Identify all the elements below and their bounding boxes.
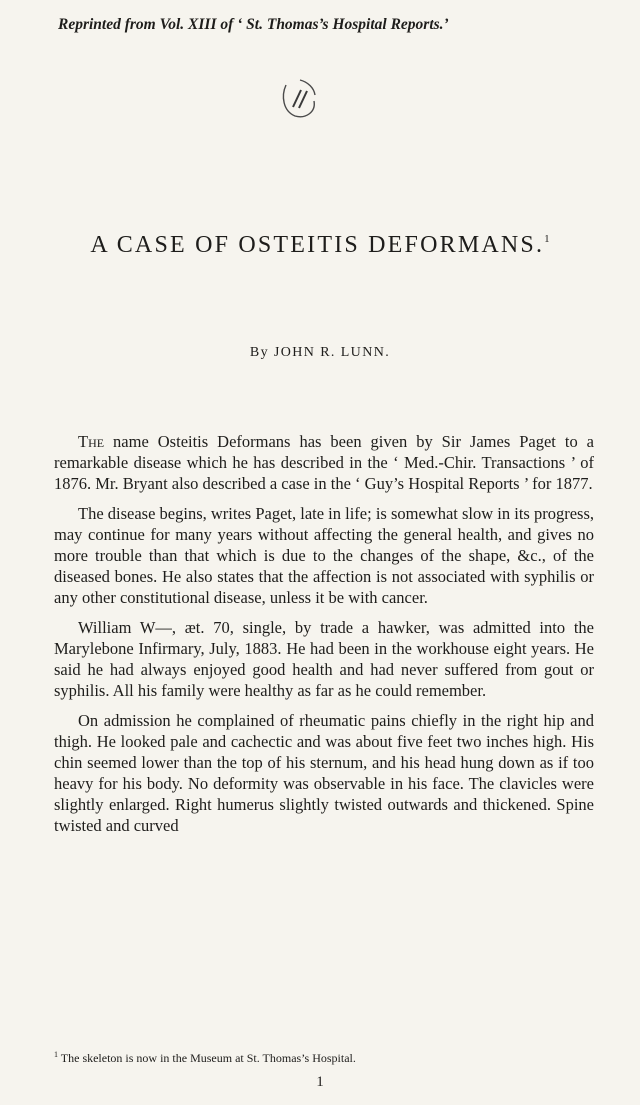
library-stamp-icon [278, 76, 320, 120]
byline: By JOHN R. LUNN. [249, 345, 391, 360]
article-body [54, 431, 594, 836]
footnote-marker: 1 [54, 1050, 58, 1059]
reprint-note: Reprinted from Vol. XIII of ‘ St. Thomas’s Hospital Reports.’ [58, 16, 449, 33]
footnote [54, 1050, 594, 1066]
footnote-text: The skeleton is now in the Museum at St. Thomas’s Hospital. [58, 1051, 356, 1065]
paragraph-1-text: name Osteitis Deformans has been given by Sir James Paget to a remarkable disease which he has described in the ‘ Med.-Chir. Transactions ’ of 1876. Mr. Bryant also described a case in the ‘ Guy’s Hospital Reports ’ for 1877. [54, 432, 594, 493]
title-text: A CASE OF OSTEITIS DEFORMANS. [90, 232, 545, 258]
page-number: 1 [316, 1074, 324, 1090]
paragraph-3: William W—, æt. 70, single, by trade a hawker, was admitted into the Marylebone Infirmary, July, 1883. He had been in the workhouse eight years. He said he had always enjoyed good health and had never suffered from gout or syphilis. All his family were healthy as far as he could remember. [54, 618, 594, 700]
paragraph-2: The disease begins, writes Paget, late in life; is somewhat slow in its progress, may continue for many years without affecting the general health, and gives no more trouble than that which is due to the changes of the shape, &c., of the diseased bones. He also states that the affection is not associated with syphilis or any other constitutional disease, unless it be with cancer. [54, 504, 594, 607]
title-footnote-marker: 1 [544, 233, 550, 245]
paragraph-1 [54, 431, 594, 494]
paragraph-4: On admission he complained of rheumatic pains chiefly in the right hip and thigh. He looked pale and cachectic and was about five feet two inches high. His chin seemed lower than the top of his sternum, and his head hung down as if too heavy for his body. No deformity was observable in his face. The clavicles were slightly enlarged. Right humerus slightly twisted outwards and thickened. Spine twisted and curved [54, 711, 594, 835]
paragraph-lead: The [78, 432, 105, 451]
article-title [0, 232, 640, 259]
